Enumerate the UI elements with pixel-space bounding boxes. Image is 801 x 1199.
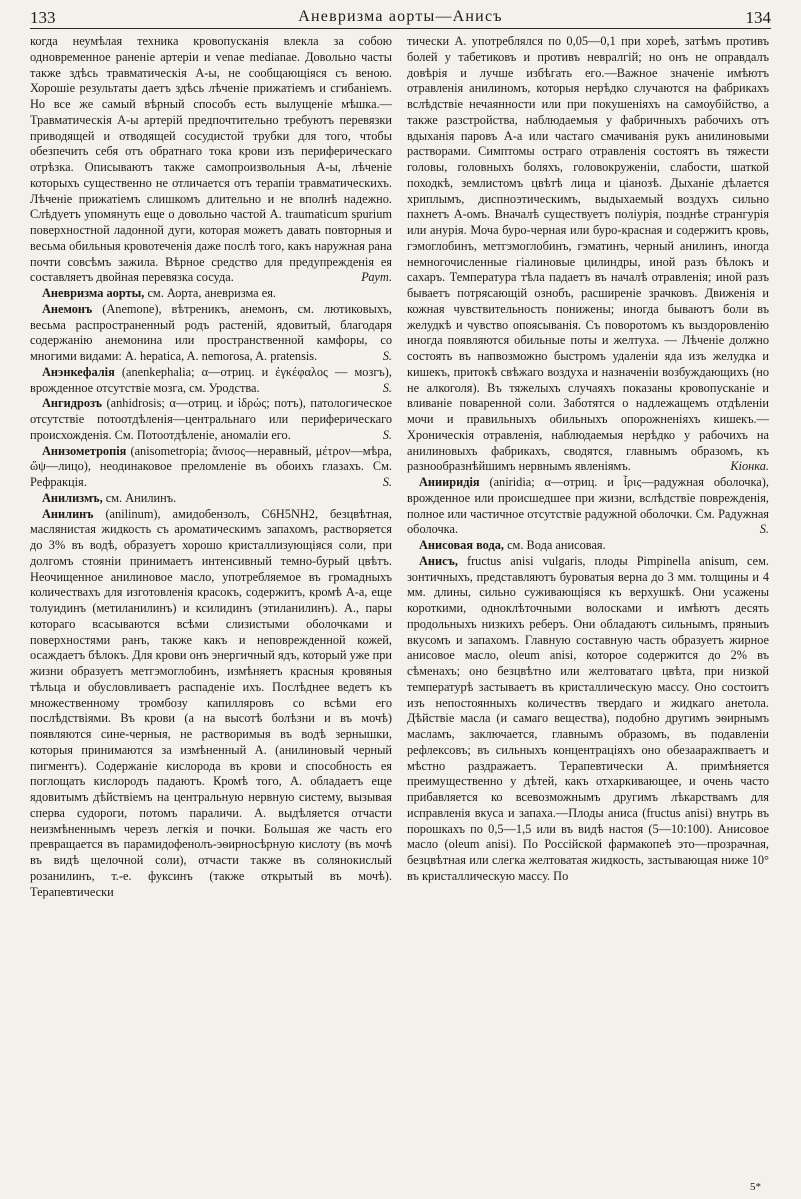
entry-term: Анисъ, [419, 553, 458, 568]
author-signature: S. [382, 349, 392, 363]
entry-text: когда неумѣлая техника кровопусканія влекла за собою одновременное раненіе артеріи и venae mediаnae. Довольно часты также здѣсь травматическія А-ы, не сообщающіяся съ веною. Хорошіе результаты даетъ здѣсь лѣченіе прижатіемъ и сгибаніемъ. Но все же самый вѣрный способъ есть вылущеніе мѣшка.—Травматическія А-ы артерій предпочтительно требуютъ перевязки приводящей и отводящей сосудистой трубки для того, чтобы обезпечить себя отъ обратнаго тока крови изъ периферическаго отрѣзка. Описываютъ также самопроизвольныя А-ы, лѣченіе которыхъ существенно не отличается отъ терапіи травматическихъ. Лѣченіе прижатіемъ слишкомъ длительно и не вполнѣ надежно. Слѣдуетъ упомянуть еще о довольно частой A. traumaticum spurium поверхностной ладонной дуги, которая можетъ давать повторныя и весьма обильныя кровотеченія даже послѣ того, какъ наружная рана почти совсѣмъ зажила. Вѣрное средство для предупрежденія ея составляетъ двойная перевязка сосуда. [30, 34, 392, 285]
author-signature: S. [382, 475, 392, 489]
entry-text: (aniridia; α—отриц. и ἶρις—радужная оболочка), врожденное или происшедшее при жизни, вслѣдствіе поврежденія, полное или частичное отсутствіе радужной оболочки. См. Радужная оболочка. [407, 475, 769, 537]
entry-term: Ангидрозъ [42, 396, 102, 411]
entry-text: тически А. употреблялся по 0,05—0,1 при хореѣ, затѣмъ противъ болей у табетиковъ и противъ невралгій; но онъ не оправдалъ довѣрія и лучше избѣгать его.—Важное значеніе имѣютъ отравленія анилиномъ, которыя нерѣдко случаются на фабрикахъ вслѣдствіе нечаянности или при покушеніяхъ на самоубійство, а также разстройства, наблюдаемыя у фабричныхъ рабочихъ отъ вдыханія паровъ А-а или частаго смачиванія рукъ анилиновыми растворами. Симптомы остраго отравленія состоятъ въ тяжести головы, головныхъ боляхъ, головокруженіи, слабости, шаткой походкѣ, землистомъ цвѣтѣ лица и ціанозѣ. Дыханіе дѣлается хриплымъ, диспноэтическимъ, выдыхаемый воздухъ сильно пахнетъ А-омъ. Вначалѣ существуетъ поліурія, позднѣе странгурія или анурія. Моча буро-черная или буро-красная и содержитъ кровь, гэмоглобинъ, метгэмоглобинъ, гэматинъ, черный анилинъ, иногда немногочисленные гіалиновые цилиндры, иной разъ бѣлокъ и сахаръ. Температура тѣла падаетъ въ началѣ отравленія; иной разъ бываетъ потрясающій ознобъ, расширеніе зрачковъ. Движенія и кожная чувствительность понижены; иногда бываютъ боли въ желудкѣ и чувство опоясыванія. Съ поворотомъ къ выздоровленію иногда появляются обильные поты и желтуха. — Лѣченіе должно состоять въ напвозможно быстромъ удаленіи яда изъ желудка и кишекъ, притокѣ свѣжаго воздуха и назначеніи возбуждающихъ (но не алкоголя). Въ тяжелыхъ случаяхъ показаны кровопусканіе и вливаніе поваренной соли. Заботятся о надлежащемъ отдѣленіи мочи и правильныхъ обильныхъ опорожненіяхъ кишекъ.—Хроническія отравленія, наблюдаемыя нерѣдко у рабочихъ на анилиновыхъ фабрикахъ, сводятся, главнымъ образомъ, къ разнообразнѣйшимъ нервнымъ явленіямъ. [407, 34, 769, 474]
entry-text: (anilinum), амидобензолъ, C6H5NH2, безцвѣтная, маслянистая жидкость съ ароматическимъ запахомъ, растворяется до 3% въ водѣ, образуетъ хорошо кристаллизующіяся соли, при долгомъ стояніи принимаетъ интенсивный темно-бурый цвѣтъ. Неочищенное анилиновое масло, употребляемое въ громадныхъ количествахъ для изготовленія красокъ, содержитъ, кромѣ А-а, еще толуидинъ (метиланилинъ) и ксилидинъ (этиланилинъ). А., пары котораго всасываются всѣми слизистыми оболочками и поверхностями ранъ, также какъ и неповрежденной кожей, осаждаетъ бѣлокъ. Для крови онъ энергичный ядъ, который уже при жизни образуетъ метгэмоглобинъ, измѣняетъ красныя кровяныя тѣльца и обусловливаетъ распаденіе ихъ. Послѣднее ведетъ къ множественному тромбозу капилляровъ со всѣми его послѣдствіями. Въ крови (а на высотѣ болѣзни и въ мочѣ) появляются сине-черныя, не растворимыя въ водѣ зернышки, которыя принимаются за измѣненный А. (анилиновый черный пигментъ). Содержаніе кислорода въ крови и способность ея поглощать кислородъ падаютъ. Кромѣ того, А. обладаетъ еще ядовитымъ дѣйствіемъ на центральную нервную систему, вызывая сперва судороги, потомъ параличи. А. выдѣляется отчасти неизмѣненнымъ черезъ легкія и почки. Большая же часть его превращается въ парамидофенолъ-эѳирносѣрную кислоту (въ мочѣ въ видѣ щелочной соли), отчасти также въ солянокислый розанилинъ, т.-е. фуксинъ (также открытый въ мочѣ). Терапевтически [30, 506, 392, 899]
continued-text [30, 34, 392, 286]
right-column [407, 34, 769, 1184]
entry-text: (anisometropia; ἄνισος—неравный, μέτρον—мѣра, ὤψ—лицо), неодинаковое преломленіе въ обоихъ глазахъ. См. Рефракція. [30, 443, 392, 489]
running-header [30, 6, 771, 30]
entry-term: Анисовая вода, [419, 538, 504, 552]
dictionary-entry [407, 475, 769, 538]
continued-text [407, 34, 769, 475]
left-column [30, 34, 392, 1184]
author-signature: S. [382, 427, 392, 442]
dictionary-entry [30, 507, 392, 901]
header-rule [30, 28, 771, 29]
entry-text: fructus anisi vulgaris, плоды Pimpinella anisum, сем. зонтичныхъ, представляютъ буроватыя верна до 3 мм. толщины и 4 мм. длины, сильно суживающіяся къ верхушкѣ. Они усажены короткими, одноклѣточными волосками и имѣютъ десять продольныхъ низкихъ реберъ. Они обладаютъ сильнымъ, пряныиъ вкусомъ и запахомъ. Главную составную часть образуетъ жирное анисовое масло, oleum anisi, которое содержится до 2% въ сѣменахъ; оно безцвѣтно или желтоватаго цвѣта, при низкой температурѣ застываетъ въ кристаллическую массу. Оно состоитъ изъ непостоянныхъ количествъ твердаго и жидкаго анетола. Дѣйствіе масла (и самаго вещества), подобно другимъ эѳирнымъ масламъ, заключается, главнымъ образомъ, въ подавленіи рефлексовъ; въ сильныхъ концентраціяхъ оно обезааражпваетъ и мѣстно раздражаетъ. Терапевтически А. примѣняется преимущественно у дѣтей, какъ отхаркивающее, и очень часто прибавляется ко всевозможнымъ другимъ лѣкарствамъ для исправленія вкуса и запаха.—Плоды аниса (fructus anisi) внутрь въ порошкахъ по 0,5—1,5 или въ видѣ настоя (5—10:100). Анисовое масло (oleum anisi). По Россійской фармакопеѣ это—прозрачная, безцвѣтная или слегка желтоватая жидкость, застывающая ниже 10° въ кристаллическую массу. По [407, 553, 769, 883]
entry-term: Анииридія [419, 475, 480, 489]
entry-term: Анэнкефалія [42, 364, 115, 379]
entry-text: см. Анилинъ. [105, 490, 177, 505]
entry-term: Аневризма аорты, [42, 286, 145, 300]
dictionary-entry [407, 554, 769, 885]
entry-text: см. Вода анисовая. [507, 538, 606, 552]
running-title: Аневризма аорты—Анисъ [298, 8, 503, 25]
author-signature: Раут. [361, 270, 392, 285]
entry-term: Анизометропія [42, 443, 127, 458]
entry-text: (anhidrosis; α—отриц. и ἱδρώς; потъ), патологическое отсутствіе потоотдѣленія—центральнаго или периферическаго происхожденія. См. Потоотдѣленіе, аномаліи его. [30, 396, 392, 442]
dictionary-entry [30, 396, 392, 443]
entry-text: (anenkephalia; α—отриц. и ἐγκέφαλος — мозгъ), врожденное отсутствіе мозга, см. Уродства. [30, 364, 392, 395]
entry-term: Анилинъ [42, 506, 94, 521]
dictionary-entry [30, 286, 392, 302]
author-signature: S. [759, 522, 769, 537]
dictionary-entry [30, 365, 392, 397]
author-signature: Кіонка. [730, 459, 769, 474]
entry-text: см. Аорта, аневризма ея. [147, 286, 276, 300]
dictionary-entry [30, 491, 392, 507]
dictionary-entry [407, 538, 769, 554]
right-page-number: 134 [745, 8, 771, 27]
dictionary-entry [30, 302, 392, 365]
dictionary-entry [30, 444, 392, 491]
entry-text: (Anemone), вѣтреникъ, анемонъ, см. лютиковыхъ, весьма распространенный родъ растеній, ядовитый, благодаря содержанію анемонина или пространственной камфоры, со многими видами: A. hepatica, A. nemorosa, A. pratensis. [30, 301, 392, 363]
entry-term: Анилизмъ, [42, 490, 103, 505]
author-signature: S. [382, 380, 392, 395]
left-page-number: 133 [30, 8, 56, 27]
entry-term: Анемонъ [42, 301, 93, 316]
signature-mark: 5* [750, 1181, 761, 1193]
